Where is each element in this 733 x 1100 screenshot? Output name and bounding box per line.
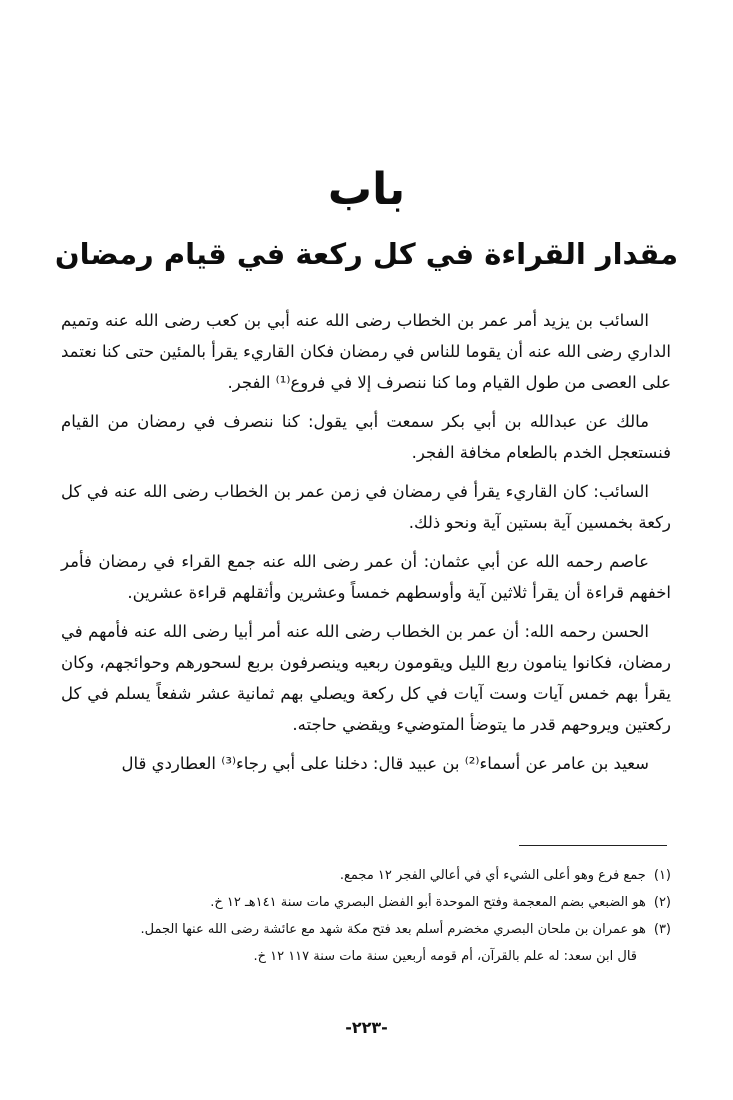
footnote-3: [61, 916, 671, 943]
footnote-text: هو عمران بن ملحان البصري مخضرم أسلم بعد فتح مكة شهد مع عائشة رضى الله عنها الجمل.: [140, 922, 646, 937]
footnote-2: [61, 889, 671, 916]
paragraph-1: السائب بن يزيد أمر عمر بن الخطاب رضى الله عنه أبي بن كعب رضى الله عنه وتميم الداري رضى الله عنه أن يقوما للناس في رمضان فكان القاريء يقرأ بالمئين حتى كنا نعتمد على العصى من طول القيام وما كنا ننصرف إلا في فروع⁽¹⁾ الفجر.: [61, 311, 671, 392]
paragraph-2: مالك عن عبدالله بن أبي بكر سمعت أبي يقول: كنا ننصرف في رمضان من القيام فنستعجل الخدم بالطعام مخافة الفجر.: [61, 412, 671, 462]
chapter-subtitle: مقدار القراءة في كل ركعة في قيام رمضان: [54, 237, 679, 271]
footnote-3-continuation: [61, 943, 671, 970]
footnote-divider: [519, 845, 667, 846]
footnote-text: هو الضبعي بضم المعجمة وفتح الموحدة أبو الفضل البصري مات سنة ١٤١هـ ١٢ خ.: [210, 895, 646, 910]
footnote-number: (٣): [653, 922, 671, 937]
body-text: [61, 305, 671, 787]
paragraph-5: الحسن رحمه الله: أن عمر بن الخطاب رضى الله عنه أمر أبيا رضى الله عنه فأمهم في رمضان، فكانوا ينامون ربع الليل ويقومون ربعيه وينصرفون بربع لسحورهم وحوائجهم، وكان يقرأ بهم خمس آيات وست آيات في كل ركعة ويصلي بهم ثمانية عشر شفعاً يسلم في كل ركعتين ويروحهم قدر ما يتوضأ المتوضيء ويقضي حاجته.: [61, 622, 671, 734]
footnote-1: [61, 862, 671, 889]
footnote-number: (٢): [653, 895, 671, 910]
footnote-text: قال ابن سعد: له علم بالقرآن، أم قومه أربعين سنة مات سنة ١١٧ ١٢ خ.: [253, 949, 637, 964]
footnote-text: جمع فرع وهو أعلى الشيء أي في أعالي الفجر ١٢ مجمع.: [339, 868, 646, 883]
footnotes: [61, 862, 671, 970]
paragraph-6: سعيد بن عامر عن أسماء⁽²⁾ بن عبيد قال: دخلنا على أبي رجاء⁽³⁾ العطاردي قال: [121, 754, 649, 773]
chapter-title: باب: [327, 164, 406, 215]
page-number: -٢٢٣-: [345, 1018, 388, 1037]
footnote-number: (١): [653, 868, 671, 883]
paragraph-4: عاصم رحمه الله عن أبي عثمان: أن عمر رضى الله عنه جمع القراء في رمضان فأمر اخفهم قراءة أن يقرأ ثلاثين آية وأوسطهم خمساً وعشرين وأثقلهم قراءة عشرين.: [61, 552, 671, 602]
paragraph-3: السائب: كان القاريء يقرأ في رمضان في زمن عمر بن الخطاب رضى الله عنه في كل ركعة بخمسين آية بستين آية ونحو ذلك.: [61, 482, 671, 532]
